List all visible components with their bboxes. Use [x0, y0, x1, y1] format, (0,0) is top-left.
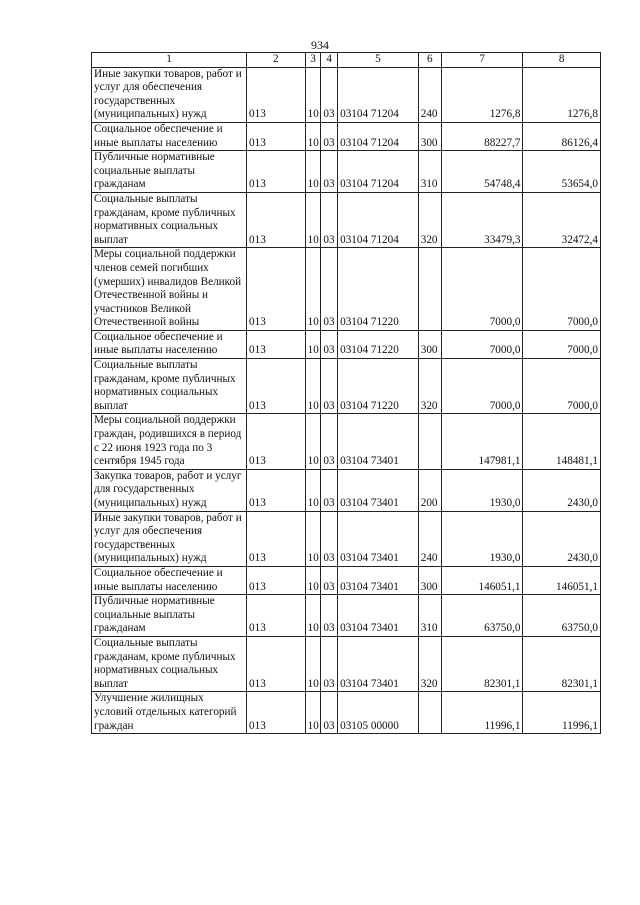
section-code-cell: 10	[305, 67, 321, 122]
subsection-code-cell: 03	[321, 67, 338, 122]
column-header: 1	[92, 53, 247, 68]
subsection-code-cell: 03	[321, 692, 338, 734]
amount-year1-cell: 82301,1	[441, 636, 523, 691]
row-name-cell: Публичные нормативные социальные выплаты гражданам	[92, 595, 247, 637]
page-number: 934	[311, 38, 329, 52]
ministry-code-cell: 013	[247, 330, 306, 358]
column-header: 6	[418, 53, 441, 68]
subsection-code-cell: 03	[321, 414, 338, 469]
target-article-cell: 03104 73401	[338, 414, 419, 469]
table-row	[92, 151, 601, 193]
amount-year2-cell: 11996,1	[523, 692, 601, 734]
target-article-cell: 03104 71220	[338, 248, 419, 331]
target-article-cell: 03104 71220	[338, 330, 419, 358]
row-name-cell: Иные закупки товаров, работ и услуг для обеспечения государственных (муниципальных) нужд	[92, 67, 247, 122]
ministry-code-cell: 013	[247, 151, 306, 193]
section-code-cell: 10	[305, 151, 321, 193]
amount-year1-cell: 1930,0	[441, 469, 523, 511]
expense-type-cell: 320	[418, 636, 441, 691]
section-code-cell: 10	[305, 511, 321, 566]
row-name-cell: Меры социальной поддержки членов семей погибших (умерших) инвалидов Великой Отечественной войны и участников Великой Отечественной войны	[92, 248, 247, 331]
ministry-code-cell: 013	[247, 692, 306, 734]
ministry-code-cell: 013	[247, 67, 306, 122]
ministry-code-cell: 013	[247, 636, 306, 691]
row-name-cell: Социальное обеспечение и иные выплаты населению	[92, 330, 247, 358]
target-article-cell: 03104 71204	[338, 67, 419, 122]
target-article-cell: 03105 00000	[338, 692, 419, 734]
amount-year1-cell: 63750,0	[441, 595, 523, 637]
expense-type-cell: 320	[418, 192, 441, 247]
expense-type-cell: 300	[418, 330, 441, 358]
amount-year1-cell: 33479,3	[441, 192, 523, 247]
amount-year2-cell: 53654,0	[523, 151, 601, 193]
table-row	[92, 511, 601, 566]
expense-type-cell	[418, 414, 441, 469]
amount-year1-cell: 11996,1	[441, 692, 523, 734]
amount-year2-cell: 1276,8	[523, 67, 601, 122]
section-code-cell: 10	[305, 359, 321, 414]
amount-year2-cell: 7000,0	[523, 248, 601, 331]
expense-type-cell: 240	[418, 511, 441, 566]
section-code-cell: 10	[305, 636, 321, 691]
table-row	[92, 469, 601, 511]
amount-year2-cell: 7000,0	[523, 359, 601, 414]
ministry-code-cell: 013	[247, 248, 306, 331]
expense-type-cell: 300	[418, 122, 441, 150]
row-name-cell: Меры социальной поддержки граждан, родившихся в период с 22 июня 1923 года по 3 сентября 1945 года	[92, 414, 247, 469]
target-article-cell: 03104 73401	[338, 469, 419, 511]
amount-year1-cell: 54748,4	[441, 151, 523, 193]
amount-year1-cell: 7000,0	[441, 359, 523, 414]
ministry-code-cell: 013	[247, 511, 306, 566]
expense-type-cell: 320	[418, 359, 441, 414]
table-row	[92, 67, 601, 122]
target-article-cell: 03104 73401	[338, 636, 419, 691]
row-name-cell: Социальное обеспечение и иные выплаты населению	[92, 122, 247, 150]
table-header-row	[92, 53, 601, 68]
target-article-cell: 03104 71204	[338, 122, 419, 150]
row-name-cell: Социальные выплаты гражданам, кроме публичных нормативных социальных выплат	[92, 359, 247, 414]
budget-table	[91, 52, 601, 734]
column-header: 2	[247, 53, 306, 68]
target-article-cell: 03104 71204	[338, 192, 419, 247]
amount-year1-cell: 1276,8	[441, 67, 523, 122]
subsection-code-cell: 03	[321, 636, 338, 691]
amount-year2-cell: 82301,1	[523, 636, 601, 691]
column-header: 3	[305, 53, 321, 68]
ministry-code-cell: 013	[247, 469, 306, 511]
amount-year1-cell: 88227,7	[441, 122, 523, 150]
expense-type-cell: 200	[418, 469, 441, 511]
subsection-code-cell: 03	[321, 248, 338, 331]
ministry-code-cell: 013	[247, 122, 306, 150]
subsection-code-cell: 03	[321, 122, 338, 150]
row-name-cell: Социальные выплаты гражданам, кроме публичных нормативных социальных выплат	[92, 192, 247, 247]
amount-year1-cell: 7000,0	[441, 330, 523, 358]
section-code-cell: 10	[305, 692, 321, 734]
expense-type-cell: 310	[418, 151, 441, 193]
table-row	[92, 122, 601, 150]
ministry-code-cell: 013	[247, 566, 306, 594]
expense-type-cell: 240	[418, 67, 441, 122]
target-article-cell: 03104 73401	[338, 595, 419, 637]
target-article-cell: 03104 73401	[338, 511, 419, 566]
amount-year2-cell: 2430,0	[523, 469, 601, 511]
expense-type-cell	[418, 692, 441, 734]
amount-year2-cell: 63750,0	[523, 595, 601, 637]
amount-year1-cell: 7000,0	[441, 248, 523, 331]
ministry-code-cell: 013	[247, 414, 306, 469]
row-name-cell: Публичные нормативные социальные выплаты гражданам	[92, 151, 247, 193]
table-row	[92, 359, 601, 414]
target-article-cell: 03104 73401	[338, 566, 419, 594]
column-header: 8	[523, 53, 601, 68]
table-row	[92, 248, 601, 331]
column-header: 4	[321, 53, 338, 68]
row-name-cell: Социальное обеспечение и иные выплаты населению	[92, 566, 247, 594]
row-name-cell: Улучшение жилищных условий отдельных категорий граждан	[92, 692, 247, 734]
ministry-code-cell: 013	[247, 595, 306, 637]
amount-year2-cell: 146051,1	[523, 566, 601, 594]
subsection-code-cell: 03	[321, 469, 338, 511]
subsection-code-cell: 03	[321, 359, 338, 414]
section-code-cell: 10	[305, 595, 321, 637]
table-row	[92, 636, 601, 691]
table-row	[92, 414, 601, 469]
row-name-cell: Социальные выплаты гражданам, кроме публичных нормативных социальных выплат	[92, 636, 247, 691]
expense-type-cell	[418, 248, 441, 331]
table-row	[92, 566, 601, 594]
section-code-cell: 10	[305, 192, 321, 247]
ministry-code-cell: 013	[247, 192, 306, 247]
table-body	[92, 67, 601, 734]
amount-year2-cell: 148481,1	[523, 414, 601, 469]
section-code-cell: 10	[305, 248, 321, 331]
subsection-code-cell: 03	[321, 192, 338, 247]
subsection-code-cell: 03	[321, 151, 338, 193]
expense-type-cell: 310	[418, 595, 441, 637]
amount-year2-cell: 32472,4	[523, 192, 601, 247]
amount-year1-cell: 147981,1	[441, 414, 523, 469]
expense-type-cell: 300	[418, 566, 441, 594]
amount-year1-cell: 146051,1	[441, 566, 523, 594]
column-header: 5	[338, 53, 419, 68]
target-article-cell: 03104 71204	[338, 151, 419, 193]
section-code-cell: 10	[305, 469, 321, 511]
ministry-code-cell: 013	[247, 359, 306, 414]
section-code-cell: 10	[305, 566, 321, 594]
amount-year2-cell: 86126,4	[523, 122, 601, 150]
column-header: 7	[441, 53, 523, 68]
amount-year2-cell: 2430,0	[523, 511, 601, 566]
table-row	[92, 595, 601, 637]
section-code-cell: 10	[305, 330, 321, 358]
target-article-cell: 03104 71220	[338, 359, 419, 414]
subsection-code-cell: 03	[321, 595, 338, 637]
table-row	[92, 692, 601, 734]
subsection-code-cell: 03	[321, 566, 338, 594]
row-name-cell: Закупка товаров, работ и услуг для государственных (муниципальных) нужд	[92, 469, 247, 511]
subsection-code-cell: 03	[321, 511, 338, 566]
table-row	[92, 330, 601, 358]
amount-year1-cell: 1930,0	[441, 511, 523, 566]
subsection-code-cell: 03	[321, 330, 338, 358]
amount-year2-cell: 7000,0	[523, 330, 601, 358]
section-code-cell: 10	[305, 122, 321, 150]
row-name-cell: Иные закупки товаров, работ и услуг для обеспечения государственных (муниципальных) нужд	[92, 511, 247, 566]
section-code-cell: 10	[305, 414, 321, 469]
table-row	[92, 192, 601, 247]
